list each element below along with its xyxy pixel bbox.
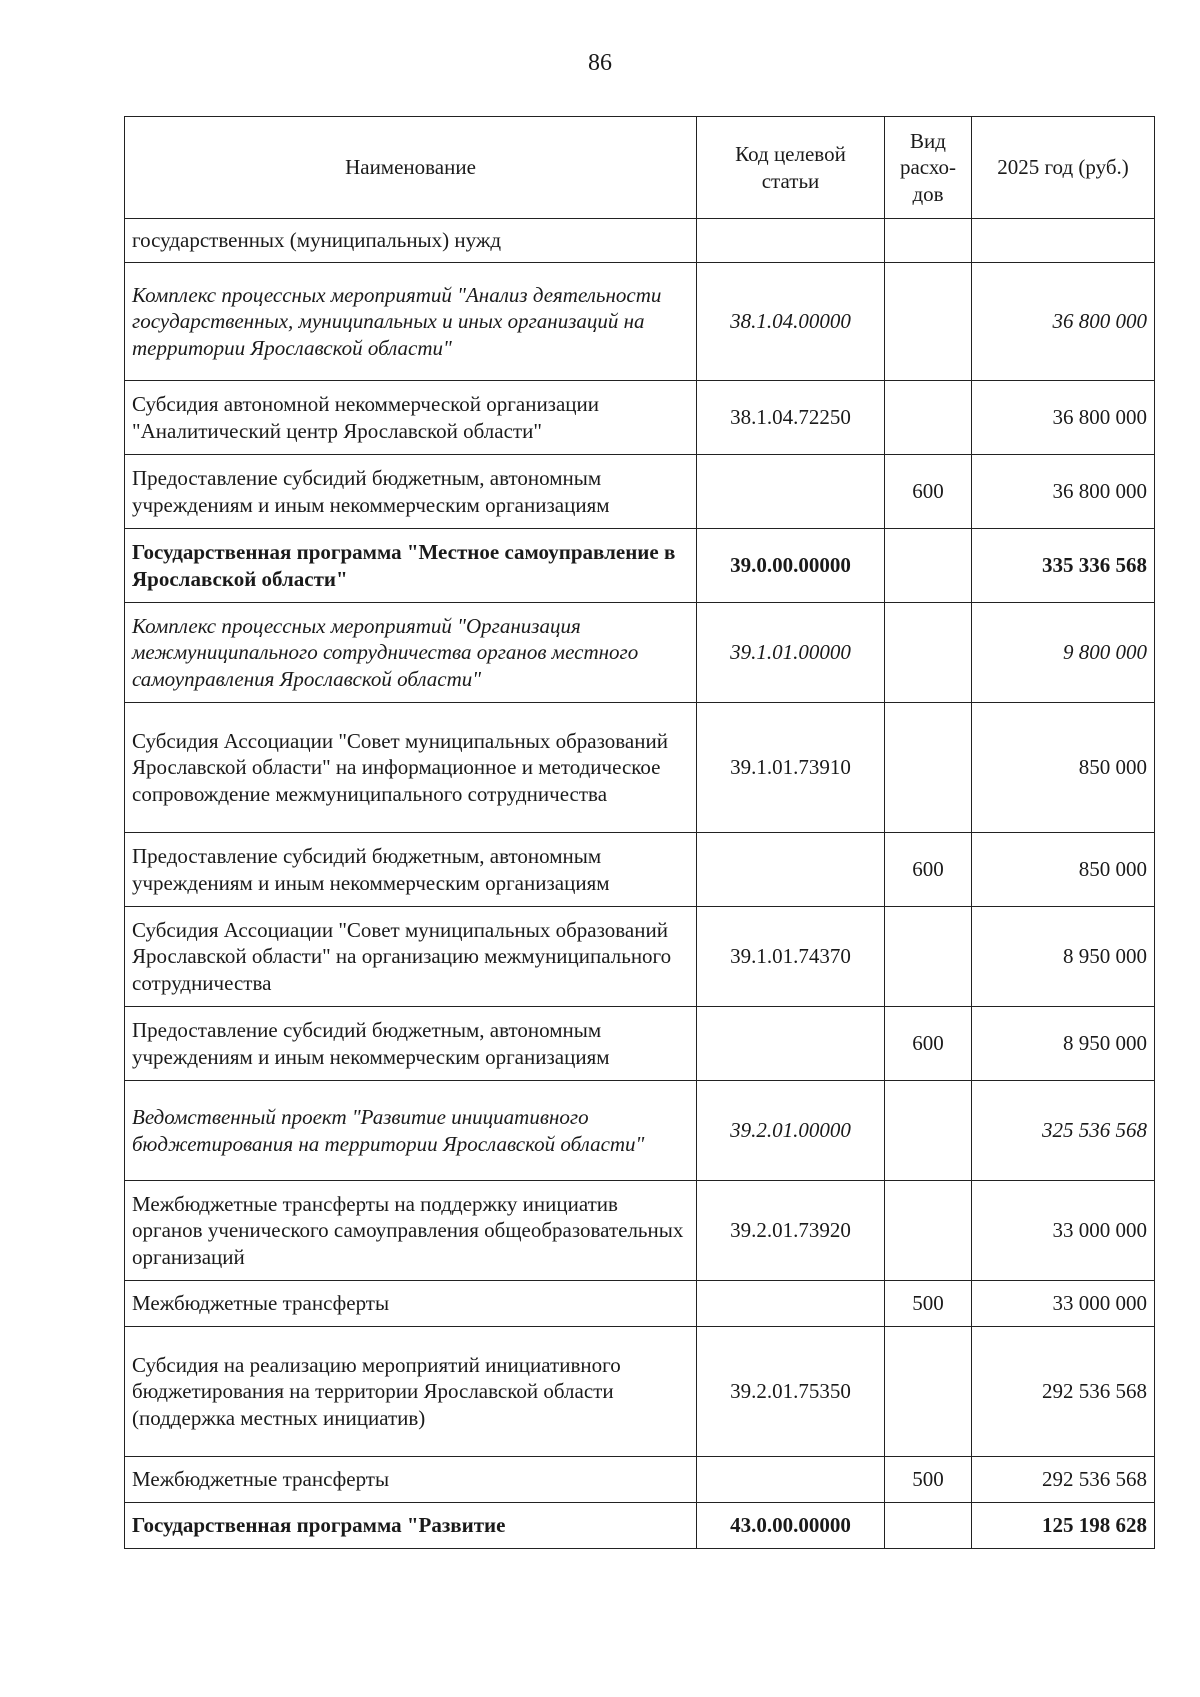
table-row [125,1281,1155,1327]
table-row [125,219,1155,263]
header-code: Код целевой статьи [697,117,885,219]
row-expense-type [885,1327,972,1457]
row-name: Комплекс процессных мероприятий "Организация межмуниципального сотрудничества органов местного самоуправления Ярославской области" [125,603,697,703]
row-expense-type: 600 [885,833,972,907]
row-name: Субсидия автономной некоммерческой организации "Аналитический центр Ярославской области" [125,381,697,455]
row-name: Предоставление субсидий бюджетным, автономным учреждениям и иным некоммерческим организациям [125,1007,697,1081]
row-code [697,455,885,529]
row-code: 43.0.00.00000 [697,1503,885,1549]
row-code: 38.1.04.72250 [697,381,885,455]
row-sum [972,219,1155,263]
row-code: 39.2.01.00000 [697,1081,885,1181]
row-expense-type [885,1081,972,1181]
row-code: 39.0.00.00000 [697,529,885,603]
table-row [125,263,1155,381]
row-code: 39.2.01.75350 [697,1327,885,1457]
row-sum: 9 800 000 [972,603,1155,703]
row-sum: 33 000 000 [972,1181,1155,1281]
row-expense-type [885,381,972,455]
row-code: 39.2.01.73920 [697,1181,885,1281]
row-name: государственных (муниципальных) нужд [125,219,697,263]
table-row [125,1007,1155,1081]
row-sum: 8 950 000 [972,1007,1155,1081]
table-row [125,455,1155,529]
row-name: Субсидия Ассоциации "Совет муниципальных образований Ярославской области" на информационное и методическое сопровождение межмуниципального сотрудничества [125,703,697,833]
row-code [697,1281,885,1327]
row-name: Межбюджетные трансферты [125,1457,697,1503]
row-expense-type [885,603,972,703]
row-sum: 850 000 [972,833,1155,907]
table-row [125,529,1155,603]
row-name: Предоставление субсидий бюджетным, автономным учреждениям и иным некоммерческим организациям [125,833,697,907]
row-expense-type [885,529,972,603]
table-row [125,1327,1155,1457]
table-body [125,219,1155,1549]
row-name: Субсидия на реализацию мероприятий инициативного бюджетирования на территории Ярославской области (поддержка местных инициатив) [125,1327,697,1457]
row-expense-type: 500 [885,1281,972,1327]
row-code [697,833,885,907]
row-code [697,1457,885,1503]
row-name: Ведомственный проект "Развитие инициативного бюджетирования на территории Ярославской области" [125,1081,697,1181]
budget-table [124,116,1155,1549]
table-header-row [125,117,1155,219]
row-name: Государственная программа "Местное самоуправление в Ярославской области" [125,529,697,603]
row-expense-type [885,263,972,381]
row-sum: 125 198 628 [972,1503,1155,1549]
table-row [125,603,1155,703]
table-row [125,833,1155,907]
row-code: 39.1.01.00000 [697,603,885,703]
row-sum: 33 000 000 [972,1281,1155,1327]
row-name: Субсидия Ассоциации "Совет муниципальных образований Ярославской области" на организацию межмуниципального сотрудничества [125,907,697,1007]
header-name: Наименование [125,117,697,219]
table-row [125,907,1155,1007]
row-expense-type [885,907,972,1007]
page-number: 86 [588,50,612,76]
row-code: 38.1.04.00000 [697,263,885,381]
row-expense-type [885,703,972,833]
row-expense-type: 500 [885,1457,972,1503]
row-sum: 292 536 568 [972,1457,1155,1503]
row-name: Государственная программа "Развитие [125,1503,697,1549]
table-row [125,1081,1155,1181]
row-expense-type [885,1181,972,1281]
table-row [125,1457,1155,1503]
header-sum-2025: 2025 год (руб.) [972,117,1155,219]
row-sum: 36 800 000 [972,381,1155,455]
row-sum: 335 336 568 [972,529,1155,603]
row-sum: 292 536 568 [972,1327,1155,1457]
row-expense-type: 600 [885,1007,972,1081]
table-row [125,1503,1155,1549]
row-code: 39.1.01.73910 [697,703,885,833]
row-code [697,1007,885,1081]
row-sum: 36 800 000 [972,263,1155,381]
row-sum: 36 800 000 [972,455,1155,529]
row-sum: 325 536 568 [972,1081,1155,1181]
row-code: 39.1.01.74370 [697,907,885,1007]
row-expense-type: 600 [885,455,972,529]
row-name: Межбюджетные трансферты [125,1281,697,1327]
row-name: Комплекс процессных мероприятий "Анализ деятельности государственных, муниципальных и иных организаций на территории Ярославской области" [125,263,697,381]
row-expense-type [885,219,972,263]
row-sum: 850 000 [972,703,1155,833]
table-row [125,703,1155,833]
row-sum: 8 950 000 [972,907,1155,1007]
row-name: Предоставление субсидий бюджетным, автономным учреждениям и иным некоммерческим организациям [125,455,697,529]
row-name: Межбюджетные трансферты на поддержку инициатив органов ученического самоуправления общеобразовательных организаций [125,1181,697,1281]
row-expense-type [885,1503,972,1549]
row-code [697,219,885,263]
header-expense-type: Вид расхо- дов [885,117,972,219]
table-row [125,1181,1155,1281]
table-row [125,381,1155,455]
